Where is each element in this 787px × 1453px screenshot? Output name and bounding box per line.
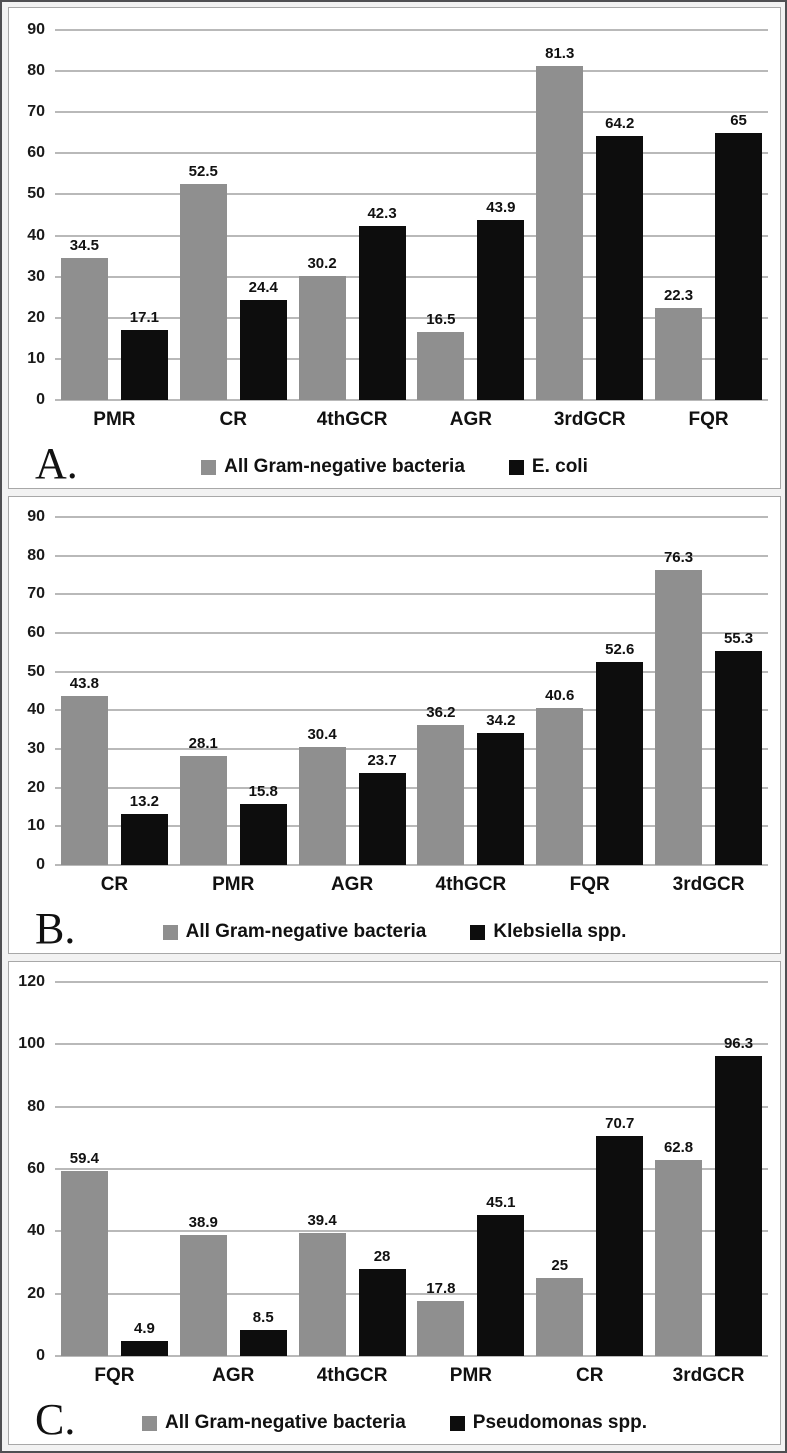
bar-value-label: 64.2 [605, 115, 635, 133]
bar-e-coli [359, 205, 406, 400]
bar-pseudomonas [359, 1247, 406, 1356]
chart-body [9, 962, 780, 1364]
chart-body [9, 8, 780, 408]
y-tick-label: 0 [36, 1347, 45, 1364]
panel-a [8, 7, 781, 489]
bar-value-label: 16.5 [426, 311, 456, 329]
bar-e-coli [477, 198, 524, 400]
x-axis-labels [55, 1356, 768, 1396]
bar-value-label: 59.4 [69, 1149, 100, 1167]
x-axis-labels [55, 865, 768, 905]
bar-value-label: 25 [551, 1257, 569, 1275]
y-tick-label: 20 [27, 1284, 45, 1302]
y-axis [9, 508, 51, 873]
bar-value-label: 23.7 [367, 752, 397, 770]
bar-group [530, 517, 649, 865]
bar-group [411, 30, 530, 400]
legend-swatch-icon [201, 460, 216, 475]
bar-all-gram-negative [417, 311, 464, 400]
plot-area [55, 982, 768, 1356]
y-axis [9, 21, 51, 408]
legend-item [470, 921, 626, 943]
bar-value-label: 30.2 [307, 254, 337, 272]
bar-group [530, 982, 649, 1356]
bar-value-label: 42.3 [367, 205, 397, 223]
bar-value-label: 28 [373, 1247, 391, 1265]
y-tick-label: 60 [27, 624, 45, 641]
legend [9, 456, 780, 478]
bar-value-label: 81.3 [545, 44, 575, 62]
bar-all-gram-negative [655, 287, 702, 400]
legend [9, 921, 780, 943]
y-tick-label: 0 [36, 391, 45, 408]
bar-value-label: 34.2 [486, 711, 516, 729]
bar-value-label: 38.9 [188, 1213, 218, 1231]
y-tick-label: 80 [27, 1097, 45, 1115]
y-tick-label: 120 [18, 973, 45, 990]
bar-group [55, 517, 174, 865]
y-tick-label: 0 [36, 856, 45, 873]
bar-value-label: 4.9 [133, 1319, 155, 1337]
panel-letter: C. [35, 1395, 76, 1444]
bar-value-label: 13.2 [129, 792, 160, 810]
bar-all-gram-negative [180, 163, 227, 400]
category-label: FQR [569, 874, 610, 895]
category-label: CR [576, 1365, 604, 1386]
y-tick-label: 20 [27, 778, 45, 796]
y-tick-label: 70 [27, 585, 45, 603]
bar-group [649, 982, 768, 1356]
bar-value-label: 40.6 [545, 687, 575, 705]
bar-all-gram-negative [536, 44, 583, 400]
bar-e-coli [715, 111, 762, 400]
legend-item [142, 1412, 406, 1434]
bar-group [411, 982, 530, 1356]
bar-all-gram-negative [299, 726, 346, 865]
plot-area [55, 517, 768, 865]
bar-value-label: 22.3 [663, 287, 694, 305]
legend-label: E. coli [531, 456, 588, 477]
y-tick-label: 30 [27, 740, 45, 757]
y-tick-label: 20 [27, 308, 45, 326]
bar-pseudomonas [121, 1319, 168, 1356]
bar-all-gram-negative [61, 237, 108, 400]
bar-pseudomonas [596, 1114, 643, 1356]
category-label: AGR [212, 1365, 255, 1386]
legend-label: All Gram-negative bacteria [185, 921, 427, 942]
y-tick-label: 80 [27, 62, 45, 80]
bar-value-label: 34.5 [69, 237, 100, 255]
bar-group [530, 30, 649, 400]
y-tick-label: 40 [27, 226, 45, 244]
y-tick-label: 60 [27, 144, 45, 162]
bar-group [55, 982, 174, 1356]
bar-value-label: 8.5 [252, 1308, 274, 1326]
category-label: PMR [93, 409, 136, 430]
panel-letter: B. [35, 904, 76, 953]
bar-all-gram-negative [536, 687, 583, 865]
y-tick-label: 90 [27, 21, 45, 38]
y-axis [9, 973, 51, 1364]
category-label: 3rdGCR [672, 1365, 745, 1386]
bar-all-gram-negative [61, 674, 108, 865]
legend-swatch-icon [509, 460, 524, 475]
bar-group [293, 982, 412, 1356]
panel-footer [9, 905, 780, 953]
y-tick-label: 60 [27, 1160, 45, 1177]
category-label: 4thGCR [316, 1365, 388, 1386]
category-label: 3rdGCR [672, 874, 745, 895]
panel-b [8, 496, 781, 954]
y-tick-label: 30 [27, 267, 45, 285]
bar-group [174, 982, 293, 1356]
bar-value-label: 17.8 [426, 1279, 456, 1297]
bar-all-gram-negative [655, 548, 702, 865]
y-tick-label: 100 [18, 1035, 45, 1053]
bar-all-gram-negative [180, 735, 227, 865]
bar-e-coli [596, 115, 643, 400]
category-label: AGR [449, 409, 493, 430]
bar-klebsiella [715, 630, 762, 865]
bar-all-gram-negative [655, 1139, 702, 1356]
bar-klebsiella [240, 782, 287, 865]
bar-value-label: 17.1 [129, 308, 160, 326]
bar-value-label: 76.3 [663, 548, 694, 566]
bar-value-label: 62.8 [663, 1139, 694, 1157]
plot-area [55, 30, 768, 400]
bar-pseudomonas [240, 1308, 287, 1356]
bar-value-label: 52.6 [605, 640, 635, 658]
bar-e-coli [240, 278, 287, 400]
y-tick-label: 40 [27, 701, 45, 719]
legend-label: Klebsiella spp. [493, 921, 627, 942]
bar-all-gram-negative [417, 1279, 464, 1356]
bar-groups [55, 517, 768, 865]
category-label: 3rdGCR [553, 409, 626, 430]
legend-swatch-icon [163, 925, 178, 940]
y-tick-label: 10 [27, 349, 45, 367]
bar-value-label: 70.7 [605, 1114, 635, 1132]
legend-item [201, 456, 465, 478]
legend [9, 1412, 780, 1434]
bar-groups [55, 30, 768, 400]
legend-item [163, 921, 427, 943]
bar-value-label: 30.4 [307, 726, 337, 744]
bar-pseudomonas [477, 1194, 524, 1356]
bar-value-label: 65 [730, 111, 747, 129]
bar-value-label: 52.5 [188, 163, 218, 181]
bar-groups [55, 982, 768, 1356]
bar-group [649, 30, 768, 400]
x-axis-labels [55, 400, 768, 440]
category-label: PMR [449, 1365, 493, 1386]
bar-all-gram-negative [299, 1212, 346, 1356]
bar-e-coli [121, 308, 168, 400]
category-label: CR [100, 874, 129, 895]
panel-footer [9, 1396, 780, 1444]
legend-item [509, 456, 588, 478]
y-tick-label: 40 [27, 1222, 45, 1240]
y-tick-label: 50 [27, 185, 45, 203]
y-tick-label: 90 [27, 508, 45, 525]
category-label: FQR [688, 409, 729, 430]
bar-value-label: 39.4 [307, 1212, 337, 1230]
bar-group [411, 517, 530, 865]
y-tick-label: 70 [27, 103, 45, 121]
bar-klebsiella [359, 752, 406, 865]
category-label: CR [219, 409, 247, 430]
bar-all-gram-negative [61, 1149, 108, 1356]
bar-group [174, 30, 293, 400]
category-label: PMR [212, 874, 255, 895]
y-tick-label: 10 [27, 817, 45, 835]
bar-group [293, 517, 412, 865]
bar-value-label: 24.4 [248, 278, 278, 296]
bar-value-label: 28.1 [188, 735, 218, 753]
bar-value-label: 15.8 [248, 782, 278, 800]
bar-value-label: 43.9 [486, 198, 516, 216]
y-tick-label: 50 [27, 662, 45, 680]
bar-all-gram-negative [180, 1213, 227, 1356]
bar-value-label: 96.3 [723, 1034, 754, 1052]
bar-value-label: 45.1 [486, 1194, 516, 1212]
bar-all-gram-negative [536, 1257, 583, 1356]
category-label: 4thGCR [435, 874, 507, 895]
bar-group [174, 517, 293, 865]
legend-swatch-icon [450, 1416, 465, 1431]
bar-group [55, 30, 174, 400]
panel-letter: A. [35, 439, 78, 488]
legend-swatch-icon [142, 1416, 157, 1431]
panel-c [8, 961, 781, 1445]
bar-all-gram-negative [417, 704, 464, 865]
legend-label: Pseudomonas spp. [472, 1412, 647, 1433]
chart-body [9, 497, 780, 873]
bar-all-gram-negative [299, 254, 346, 400]
y-tick-label: 80 [27, 546, 45, 564]
legend-label: All Gram-negative bacteria [165, 1412, 406, 1433]
legend-swatch-icon [470, 925, 485, 940]
bar-group [649, 517, 768, 865]
bar-klebsiella [596, 640, 643, 865]
bar-group [293, 30, 412, 400]
bar-value-label: 55.3 [723, 630, 754, 648]
bar-pseudomonas [715, 1034, 762, 1356]
bar-klebsiella [477, 711, 524, 865]
category-label: 4thGCR [316, 409, 388, 430]
legend-item [450, 1412, 647, 1434]
bar-klebsiella [121, 792, 168, 865]
legend-label: All Gram-negative bacteria [224, 456, 465, 477]
panel-footer [9, 440, 780, 488]
category-label: AGR [330, 874, 374, 895]
category-label: FQR [94, 1365, 135, 1386]
bar-value-label: 36.2 [426, 704, 456, 722]
bar-value-label: 43.8 [69, 674, 100, 692]
